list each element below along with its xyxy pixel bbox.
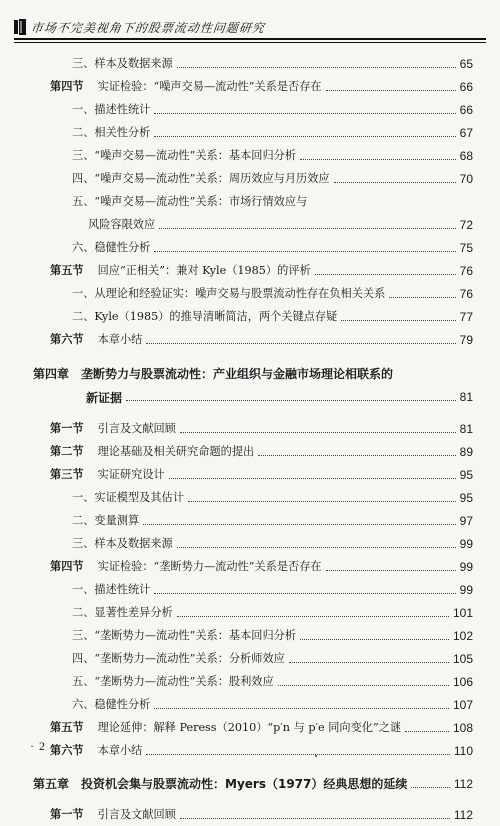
- section-number: 第五节: [50, 262, 84, 277]
- page-number: 106: [452, 674, 473, 689]
- toc-section-entry[interactable]: [0, 440, 500, 463]
- table-of-contents: [0, 52, 500, 826]
- leader-dots: [405, 730, 449, 732]
- entry-label: 风险容限效应: [88, 217, 156, 231]
- page-number-footer: · 2 ·: [30, 739, 55, 753]
- page-number: 66: [459, 79, 473, 94]
- header-rule: [14, 38, 486, 40]
- leader-dots: [188, 500, 456, 502]
- toc-subsection-entry[interactable]: [0, 52, 500, 75]
- page-number: 102: [452, 628, 473, 643]
- toc-subsection-entry[interactable]: [0, 601, 500, 624]
- leader-dots: [146, 342, 455, 344]
- entry-label: 三、“垄断势力—流动性”关系：基本回归分析: [72, 628, 297, 642]
- toc-subsection-entry[interactable]: [0, 509, 500, 532]
- toc-subsection-entry[interactable]: [0, 144, 500, 167]
- leader-dots: [289, 661, 449, 663]
- chapter-title-line2: 新证据: [86, 390, 123, 405]
- page-number: 101: [452, 605, 473, 620]
- leader-dots: [154, 112, 455, 114]
- leader-dots: [300, 638, 449, 640]
- entry-label: 五、“垄断势力—流动性”关系：股利效应: [72, 674, 274, 688]
- toc-subsection-entry[interactable]: [0, 282, 500, 305]
- entry-label: 引言及文献回顾: [97, 807, 176, 821]
- entry-label: 六、稳健性分析: [72, 240, 151, 254]
- entry-label: 二、显著性差异分析: [72, 605, 173, 619]
- chapter-number: 第四章: [33, 366, 70, 381]
- section-number: 第二节: [50, 443, 84, 458]
- section-number: 第四节: [50, 78, 84, 93]
- entry-label: 实证检验：“垄断势力—流动性”关系是否存在: [97, 559, 322, 573]
- page-number: 77: [459, 309, 473, 324]
- page-number: 112: [453, 776, 473, 791]
- chapter-number: 第五章: [33, 776, 70, 791]
- chapter4-heading[interactable]: [0, 361, 500, 409]
- entry-label: 六、稳健性分析: [72, 697, 151, 711]
- toc-subsection-entry[interactable]: [0, 167, 500, 190]
- leader-dots: [154, 707, 449, 709]
- leader-dots: [180, 817, 450, 819]
- page-number: 70: [459, 171, 473, 186]
- toc-subsection-entry[interactable]: [0, 236, 500, 259]
- page-number: 110: [453, 743, 473, 758]
- entry-label: 四、“垄断势力—流动性”关系：分析师效应: [72, 651, 285, 665]
- chapter5-heading[interactable]: [0, 772, 500, 795]
- toc-subsection-entry[interactable]: [0, 532, 500, 555]
- leader-dots: [177, 546, 456, 548]
- chapter4-entries: [0, 417, 500, 762]
- page-number: 99: [459, 559, 473, 574]
- book-icon: [14, 19, 26, 35]
- toc-subsection-entry[interactable]: [0, 121, 500, 144]
- toc-section-entry[interactable]: [0, 463, 500, 486]
- section-number: 第一节: [50, 806, 84, 821]
- leader-dots: [146, 753, 450, 755]
- toc-section-entry[interactable]: [0, 803, 500, 826]
- leader-dots: [334, 181, 456, 183]
- leader-dots: [300, 158, 456, 160]
- section-number: 第一节: [50, 420, 84, 435]
- leader-dots: [180, 431, 456, 433]
- entry-label: 实证研究设计: [97, 467, 165, 481]
- leader-dots: [278, 684, 449, 686]
- page-number: 95: [459, 467, 473, 482]
- entry-label: 一、描述性统计: [72, 102, 151, 116]
- entry-label: 三、“噪声交易—流动性”关系：基本回归分析: [72, 148, 297, 162]
- toc-section-entry[interactable]: [0, 716, 500, 739]
- toc-subsection-entry[interactable]: [0, 213, 500, 236]
- leader-dots: [177, 66, 456, 68]
- page-number: 65: [459, 56, 473, 71]
- leader-dots: [143, 523, 456, 525]
- leader-dots: [177, 615, 449, 617]
- leader-dots: [411, 786, 449, 788]
- toc-subsection-entry[interactable]: [0, 190, 500, 213]
- header-rule-thin: [14, 42, 486, 43]
- print-speck: [315, 755, 317, 757]
- entry-label: 二、变量测算: [72, 513, 140, 527]
- toc-subsection-entry[interactable]: [0, 305, 500, 328]
- page-number: 76: [459, 286, 473, 301]
- page-number: 75: [459, 240, 473, 255]
- leader-dots: [154, 592, 455, 594]
- page-number: 97: [459, 513, 473, 528]
- page-number: 89: [459, 444, 473, 459]
- entry-label: 二、Kyle（1985）的推导清晰简洁，两个关键点存疑: [72, 309, 338, 323]
- entry-label: 五、“噪声交易—流动性”关系：市场行情效应与: [72, 194, 308, 208]
- page-number: 105: [452, 651, 473, 666]
- entry-label: 回应“正相关”：兼对 Kyle（1985）的评析: [97, 263, 311, 277]
- entry-label: 一、实证模型及其估计: [72, 490, 184, 504]
- page-number: 68: [459, 148, 473, 163]
- page-number: 79: [459, 332, 473, 347]
- running-header-title: 市场不完美视角下的股票流动性问题研究: [30, 20, 266, 35]
- chapter3-tail: [0, 52, 500, 351]
- entry-label: 二、相关性分析: [72, 125, 151, 139]
- running-header: [14, 16, 484, 38]
- chapter5-entries: [0, 803, 500, 826]
- toc-section-entry[interactable]: [0, 555, 500, 578]
- toc-subsection-entry[interactable]: [0, 693, 500, 716]
- toc-section-entry[interactable]: [0, 259, 500, 282]
- section-number: 第三节: [50, 466, 84, 481]
- toc-section-entry[interactable]: [0, 417, 500, 440]
- entry-label: 一、从理论和经验证实：噪声交易与股票流动性存在负相关关系: [72, 286, 386, 300]
- entry-label: 一、描述性统计: [72, 582, 151, 596]
- page-number: 66: [459, 102, 473, 117]
- leader-dots: [326, 569, 456, 571]
- page-number: 72: [459, 217, 473, 232]
- toc-section-entry[interactable]: [0, 739, 500, 762]
- entry-label: 引言及文献回顾: [97, 421, 176, 435]
- toc-subsection-entry[interactable]: [0, 578, 500, 601]
- page-number: 99: [459, 582, 473, 597]
- entry-label: 三、样本及数据来源: [72, 56, 173, 70]
- page-number: 67: [459, 125, 473, 140]
- chapter-title: 投资机会集与股票流动性：Myers（1977）经典思想的延续: [81, 776, 408, 791]
- chapter-title-line1: 垄断势力与股票流动性：产业组织与金融市场理论相联系的: [81, 366, 394, 381]
- toc-subsection-entry[interactable]: [0, 624, 500, 647]
- section-number: 第四节: [50, 558, 84, 573]
- entry-label: 实证检验：“噪声交易—流动性”关系是否存在: [97, 79, 322, 93]
- page-number: 81: [459, 421, 473, 436]
- leader-dots: [315, 273, 456, 275]
- entry-label: 理论延伸：解释 Peress（2010）“p′n 与 p′e 同向变化”之谜: [97, 720, 402, 734]
- entry-label: 本章小结: [97, 332, 143, 346]
- entry-label: 四、“噪声交易—流动性”关系：周历效应与月历效应: [72, 171, 330, 185]
- page-number: 108: [452, 720, 473, 735]
- leader-dots: [126, 399, 456, 401]
- entry-label: 本章小结: [97, 743, 143, 757]
- leader-dots: [169, 477, 456, 479]
- leader-dots: [154, 135, 455, 137]
- toc-section-entry[interactable]: [0, 75, 500, 98]
- toc-subsection-entry[interactable]: [0, 670, 500, 693]
- toc-section-entry[interactable]: [0, 328, 500, 351]
- page-number: 112: [453, 807, 473, 822]
- page-number: 107: [452, 697, 473, 712]
- leader-dots: [159, 227, 456, 229]
- page-number: 95: [459, 490, 473, 505]
- page-number: 99: [459, 536, 473, 551]
- page-number: 76: [459, 263, 473, 278]
- section-number: 第五节: [50, 719, 84, 734]
- toc-subsection-entry[interactable]: [0, 647, 500, 670]
- entry-label: 三、样本及数据来源: [72, 536, 173, 550]
- leader-dots: [154, 250, 455, 252]
- page-number: 81: [459, 390, 473, 404]
- leader-dots: [258, 454, 455, 456]
- toc-subsection-entry[interactable]: [0, 486, 500, 509]
- leader-dots: [341, 319, 455, 321]
- section-number: 第六节: [50, 742, 84, 757]
- section-number: 第六节: [50, 331, 84, 346]
- toc-subsection-entry[interactable]: [0, 98, 500, 121]
- leader-dots: [326, 89, 456, 91]
- entry-label: 理论基础及相关研究命题的提出: [97, 444, 255, 458]
- leader-dots: [389, 296, 455, 298]
